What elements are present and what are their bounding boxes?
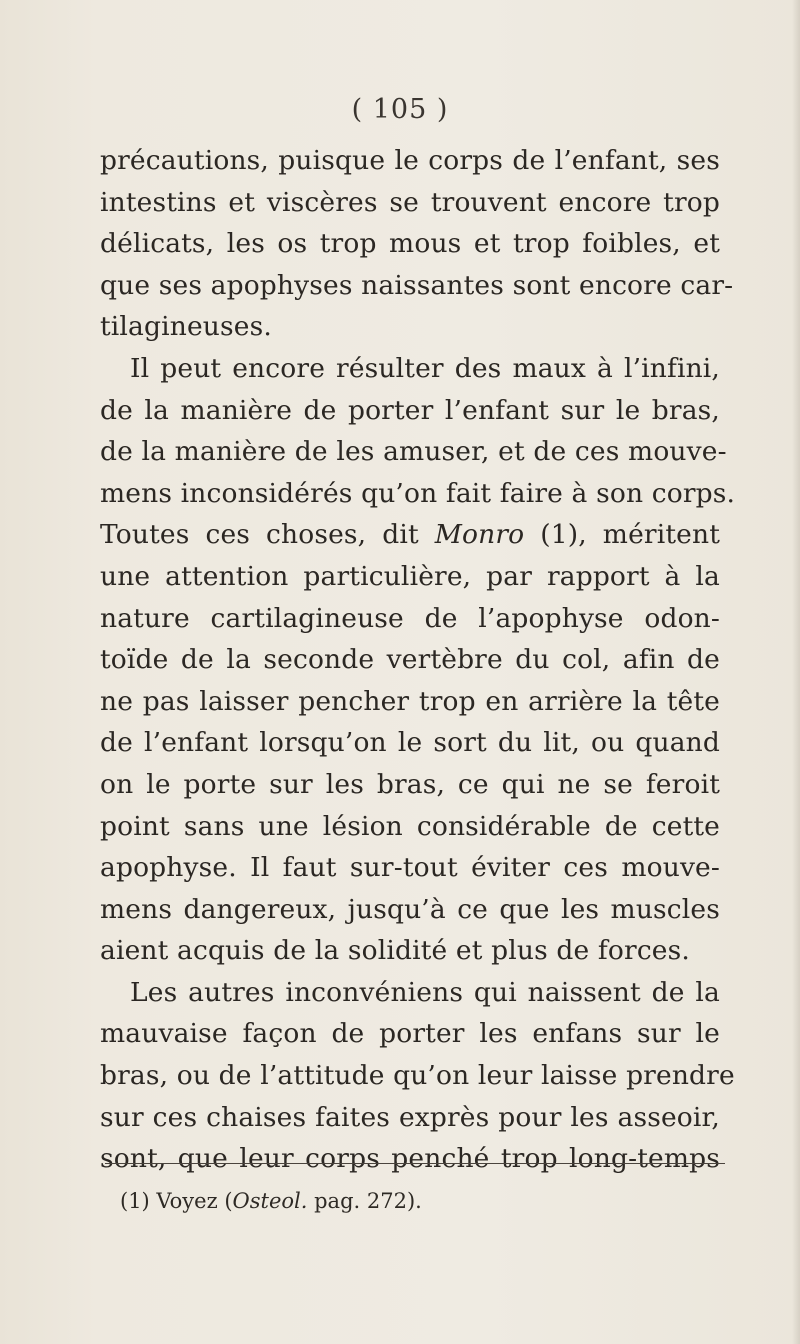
text-line: sur ces chaises faites exprès pour les asseoir, xyxy=(100,1101,720,1133)
paragraph-start-line: Les autres inconvéniens qui naissent de la xyxy=(130,976,720,1008)
body-text xyxy=(100,140,736,1180)
page-edge-shadow xyxy=(792,0,800,1344)
text-line: mauvaise façon de porter les enfans sur le xyxy=(100,1018,720,1050)
text-line: délicats, les os trop mous et trop foibles, et xyxy=(100,228,720,260)
text-line: point sans une lésion considérable de cette xyxy=(100,810,720,842)
text-line-with-citation xyxy=(100,514,720,556)
text-line: précautions, puisque le corps de l’enfant, ses xyxy=(100,145,720,176)
footnote xyxy=(120,1187,422,1215)
author-name: Monro xyxy=(434,519,525,551)
text-line: nature cartilagineuse de l’apophyse odon- xyxy=(100,602,720,634)
page-number: ( 105 ) xyxy=(351,94,449,125)
footnote-reference: (1), méritent xyxy=(540,519,720,551)
footnote-separator xyxy=(105,1163,725,1164)
text-line: sont, que leur corps penché trop long-temps xyxy=(100,1143,720,1175)
text-line: apophyse. Il faut sur-tout éviter ces mouve- xyxy=(100,852,720,884)
text-line: aient acquis de la solidité et plus de forces. xyxy=(100,935,690,967)
text-line: mens inconsidérés qu’on fait faire à son corps. xyxy=(100,477,736,509)
text-line: intestins et viscères se trouvent encore trop xyxy=(100,186,720,218)
text-line: de la manière de les amuser, et de ces mouve- xyxy=(100,436,727,468)
text-line: que ses apophyses naissantes sont encore car- xyxy=(100,269,734,301)
text-line: tilagineuses. xyxy=(100,311,272,343)
footnote-italic: Osteol. xyxy=(232,1189,308,1213)
text-line: toïde de la seconde vertèbre du col, afin de xyxy=(100,644,720,676)
text-line: de la manière de porter l’enfant sur le bras, xyxy=(100,394,720,426)
text-line: ne pas laisser pencher trop en arrière la tête xyxy=(100,685,720,717)
footnote-prefix: (1) Voyez ( xyxy=(120,1189,233,1213)
text-line: on le porte sur les bras, ce qui ne se feroit xyxy=(100,768,720,800)
text-fragment: Toutes ces choses, dit xyxy=(100,519,419,551)
text-line: une attention particulière, par rapport à la xyxy=(100,560,720,592)
text-line: bras, ou de l’attitude qu’on leur laisse prendre xyxy=(100,1060,735,1092)
text-line: mens dangereux, jusqu’à ce que les muscles xyxy=(100,893,720,925)
paragraph-start-line: Il peut encore résulter des maux à l’infini, xyxy=(130,352,720,384)
text-line: de l’enfant lorsqu’on le sort du lit, ou quand xyxy=(100,727,720,759)
footnote-suffix: pag. 272). xyxy=(307,1189,422,1213)
